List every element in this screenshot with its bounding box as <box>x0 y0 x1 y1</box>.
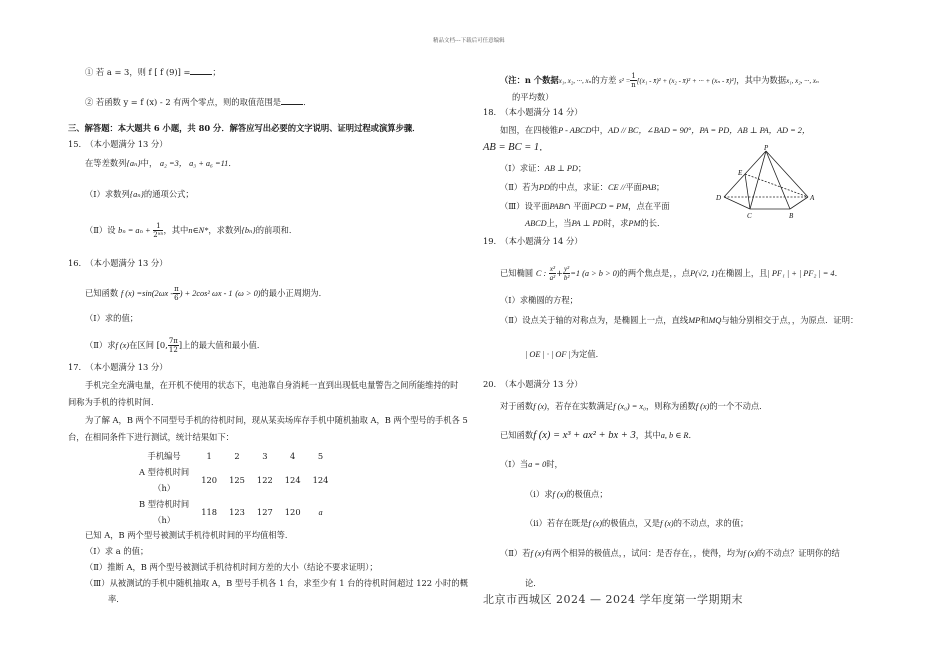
table-row <box>133 496 334 528</box>
answer-blank <box>190 66 212 75</box>
q20-part2-cont: 论． <box>525 578 542 588</box>
q19-intro: 已知椭圆 C : $\frac{\text{x²}}{\text{a²}}$ + $\frac{\text{y²}}{\text{b²}}$ =1 (a > b > 0)的两个焦点是，，点P(√2, 1)在椭圆上，且| PF₁ | + | PF₂ | = 4． <box>500 265 843 282</box>
label-E: E <box>738 169 743 177</box>
q18-part1: （Ⅰ）求证：AB ⊥ PD； <box>500 163 587 173</box>
q17-part2: （Ⅱ）推断 A，B 两个型号被测试手机待机时间方差的大小（结论不要求证明）； <box>85 562 378 572</box>
table-cell: 手机编号 <box>147 451 181 461</box>
q17-text-2: 间称为手机的待机时间． <box>68 397 160 407</box>
q17-text-4: 台，在相同条件下进行测试，统计结果如下： <box>68 432 234 442</box>
table-cell: 3 <box>262 451 268 461</box>
q15-title: 15. （本小题满分 13 分） <box>68 139 168 149</box>
answer-blank <box>281 96 303 105</box>
edge-PB <box>766 151 790 209</box>
section-heading: 三、解答题：本大题共 6 小题，共 80 分．解答应写出必要的文字说明、证明过程或演算步骤． <box>68 123 421 133</box>
q19-part2: （Ⅱ）设点关于轴的对称点为，是椭圆上一点，直线MP和MQ与轴分别相交于点，，为原点．证明： <box>500 315 859 325</box>
edge-BA <box>790 197 808 209</box>
table-cell: 125 <box>229 475 245 485</box>
q17-part3-cont: 率． <box>108 594 125 604</box>
fraction: $\frac{7\pi}{12}$ <box>168 337 178 354</box>
q17-text-3: 为了解 A，B 两个不同型号手机的待机时间，现从某卖场库存手机中随机抽取 A，B 两个型号的手机各 5 <box>85 415 468 425</box>
q15-part2: （Ⅱ）设 bₙ = aₙ + $\frac{1}{\text{2ᵃⁿ}}$ ，其中n∈N*，求数列{bₙ}的前项和． <box>85 222 298 239</box>
q17-part1: （Ⅰ）求 a 的值； <box>85 546 149 556</box>
table-row <box>133 464 334 496</box>
q18-intro: 如图，在四棱锥P - ABCD中，AD // BC，∠BAD = 90°，PA = PD，AB ⊥ PA，AD = 2， <box>500 125 811 135</box>
fraction: $\frac{1}{n}$ <box>631 72 636 89</box>
q17-text-1: 手机完全充满电量，在开机不使用的状态下，电池靠自身消耗一直到出现低电量警告之间所能维持的时 <box>85 380 459 390</box>
q18-title: 18. （本小题满分 14 分） <box>483 107 583 117</box>
pyramid-figure <box>710 145 820 223</box>
q20-part1: （Ⅰ）当a = 0时， <box>500 459 563 469</box>
q20-title: 20. （本小题满分 13 分） <box>483 379 583 389</box>
q18-intro-cont: AB = BC = 1． <box>483 141 550 153</box>
table-cell: 122 <box>256 475 273 485</box>
q18-part3-cont: ABCD上，当PA ⊥ PD时，求PM的长． <box>525 218 666 228</box>
table-cell: 127 <box>256 507 273 517</box>
table-cell: 123 <box>229 507 245 517</box>
table-cell: a <box>318 507 323 517</box>
label-B: B <box>789 212 794 220</box>
q15-intro: 在等差数列{aₙ}中， a₂ =3， a₃ + a₆ =11． <box>85 158 237 168</box>
q20-part1-i: （ⅰ）求f (x)的极值点； <box>525 489 608 499</box>
q16-title: 16. （本小题满分 13 分） <box>68 258 168 268</box>
q20-part2: （Ⅱ）若f (x)有两个相异的极值点，，试问：是否存在，，使得，均为f (x)的不动点？证明你的结 <box>500 548 840 558</box>
q16-part2: （Ⅱ）求f (x)在区间 [0, $\frac{7\pi}{12}$ ]上的最大值和最小值． <box>85 337 266 354</box>
table-cell: 124 <box>284 475 301 485</box>
table-cell: A 型待机时间 （h） <box>139 467 190 493</box>
edge-DC <box>724 197 750 209</box>
edge-CE <box>745 174 750 209</box>
q17-text-5: 已知 A，B 两个型号被测试手机待机时间的平均值相等． <box>85 530 294 540</box>
q15-part1: （Ⅰ）求数列{aₙ}的通项公式； <box>85 189 194 199</box>
q19-part2-cont: | OE | · | OF |为定值． <box>525 349 604 359</box>
q16-part1: （Ⅰ）求的值； <box>85 313 139 323</box>
q19-part1: （Ⅰ）求椭圆的方程； <box>500 295 578 305</box>
q20-part1-ii: （ⅱ）若存在既是f (x)的极值点，又是f (x)的不动点，求的值； <box>525 518 749 528</box>
fraction: $\frac{\pi}{6}$ <box>174 285 179 302</box>
fraction: $\frac{\text{x²}}{\text{a²}}$ <box>549 265 556 282</box>
edge-PA <box>766 151 808 197</box>
label-A: A <box>810 194 815 202</box>
fill-blank-2: ② 若函数 y = f (x) - 2 有两个零点，则的取值范围是 ． <box>85 97 312 107</box>
standby-time-table <box>133 448 334 528</box>
table-cell: 118 <box>201 507 218 517</box>
variance-note: （注：n 个数据x₁, x₂, ···, xₙ的方差 s² = $\frac{1}{n}$ [(x₁ - x̄)² + (x₂ - x̄)² + ··· + (xₙ - x̄)²]，其中为数据x₁, x₂, ···, xₙ <box>500 72 819 89</box>
q17-title: 17. （本小题满分 13 分） <box>68 362 168 372</box>
document-footer: 北京市西城区 2024 — 2024 学年度第一学期期末 <box>483 593 743 606</box>
variance-note-cont: 的平均数） <box>512 92 554 102</box>
table-cell: 1 <box>206 451 212 461</box>
q20-intro: 对于函数f (x)，若存在实数满足f (x₀) = x₀，则称为函数f (x)的一个不动点． <box>500 401 768 411</box>
label-D: D <box>716 194 722 202</box>
q18-part3: （Ⅲ）设平面PAB∩ 平面PCD = PM，点在平面 <box>500 201 670 211</box>
fraction: $\frac{\text{y²}}{\text{b²}}$ <box>563 265 570 282</box>
label-P: P <box>764 145 769 152</box>
table-cell: 4 <box>290 451 296 461</box>
label-C: C <box>747 212 752 220</box>
table-cell: 124 <box>312 475 329 485</box>
q16-intro: 已知函数 f (x) =sin(2ωx - $\frac{\pi}{6}$ ) + 2cos² ωx - 1 (ω > 0)的最小正周期为． <box>85 285 327 302</box>
fill-blank-1: ① 若 a = 3，则 f [ f (9)] = ； <box>85 67 221 77</box>
q17-part3: （Ⅲ）从被测试的手机中随机抽取 A，B 型号手机各 1 台，求至少有 1 台的待机时间超过 122 小时的概 <box>85 578 468 588</box>
table-cell: 120 <box>201 475 218 485</box>
table-cell: 120 <box>284 507 301 517</box>
table-cell: 2 <box>234 451 240 461</box>
table-cell: B 型待机时间 （h） <box>139 499 190 525</box>
q18-part2: （Ⅱ）若为PD的中点，求证：CE //平面PAB； <box>500 182 665 192</box>
page-header: 精品文档---下载后可任意编辑 <box>433 38 505 44</box>
q20-definition: 已知函数f (x) = x³ + ax² + bx + 3，其中a, b ∈ R． <box>500 430 697 441</box>
q19-title: 19. （本小题满分 14 分） <box>483 236 583 246</box>
fraction: $\frac{1}{\text{2ᵃⁿ}}$ <box>153 222 164 239</box>
table-cell: 5 <box>317 451 324 461</box>
table-header-row <box>133 448 334 464</box>
